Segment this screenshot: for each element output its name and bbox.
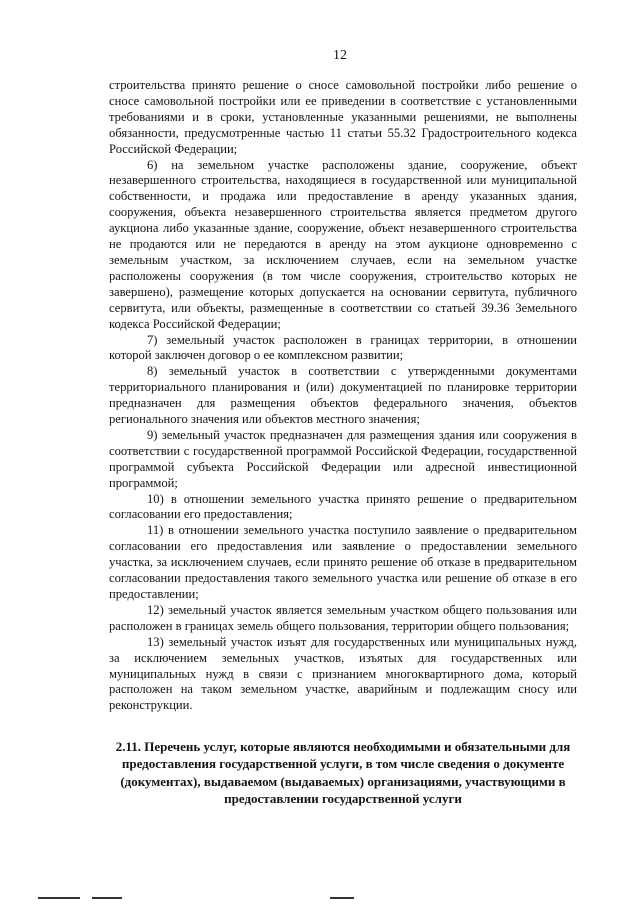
- paragraph-item-11: 11) в отношении земельного участка поступило заявление о предварительном согласовании его предоставления или заявление о предоставлении земельного участка, за исключением случаев, если принято решение об отказе в предварительном согласовании предоставления такого земельного участка или решение об отказе в его предоставлении;: [109, 523, 577, 601]
- document-body: [109, 78, 577, 714]
- page-number: 12: [333, 48, 347, 63]
- paragraph-item-10: 10) в отношении земельного участка принято решение о предварительном согласовании его предоставления;: [109, 491, 577, 522]
- paragraph-item-6: 6) на земельном участке расположены здание, сооружение, объект незавершенного строительства, находящиеся в государственной или муниципальной собственности, и продажа или предоставление в аренду указанных здания, сооружения, объекта незавершенного строительства является предметом другого аукциона либо указанные здание, сооружение, объект незавершенного строительства не продаются или не передаются в аренду на этом аукционе одновременно с земельным участком, за исключением случаев, если на земельном участке расположены сооружения (в том числе сооружения, строительство которых не завершено), размещение которых допускается на основании сервитута, публичного сервитута, или объекты, размещенные в соответствии со статьей 39.36 Земельного кодекса Российской Федерации;: [109, 157, 577, 331]
- paragraph-item-7: 7) земельный участок расположен в границах территории, в отношении которой заключен договор о ее комплексном развитии;: [109, 332, 577, 363]
- section-heading-text: 2.11. Перечень услуг, которые являются необходимыми и обязательными для предоставления государственной услуги, в том числе сведения о документе (документах), выдаваемом (выдаваемых) организациями, участвующими в предоставлении государственной услуги: [115, 739, 571, 806]
- section-heading: [109, 738, 577, 807]
- scan-edge-mark: [330, 897, 354, 899]
- paragraph-continuation: строительства принято решение о сносе самовольной постройки либо решение о сносе самовольной постройки или ее приведении в соответствие с установленными требованиями и в сроки, установленные указанными решениями, не выполнены обязанности, предусмотренные частью 11 статьи 55.32 Градостроительного кодекса Российской Федерации;: [109, 78, 577, 156]
- paragraph-item-9: 9) земельный участок предназначен для размещения здания или сооружения в соответствии с государственной программой Российской Федерации, государственной программой субъекта Российской Федерации или адресной инвестиционной программой;: [109, 427, 577, 490]
- paragraph-item-13: 13) земельный участок изъят для государственных или муниципальных нужд, за исключением земельных участков, изъятых для государственных или муниципальных нужд в связи с признанием многоквартирного дома, который расположен на таком земельном участке, аварийным и подлежащим сносу или реконструкции.: [109, 634, 577, 713]
- paragraph-item-8: 8) земельный участок в соответствии с утвержденными документами территориального планирования и (или) документацией по планировке территории предназначен для размещения объектов федерального значения, объектов регионального значения или объектов местного значения;: [109, 364, 577, 427]
- scan-edge-mark: [92, 897, 122, 899]
- paragraph-item-12: 12) земельный участок является земельным участком общего пользования или расположен в границах земель общего пользования, территории общего пользования;: [109, 602, 577, 633]
- scan-edge-mark: [38, 897, 80, 899]
